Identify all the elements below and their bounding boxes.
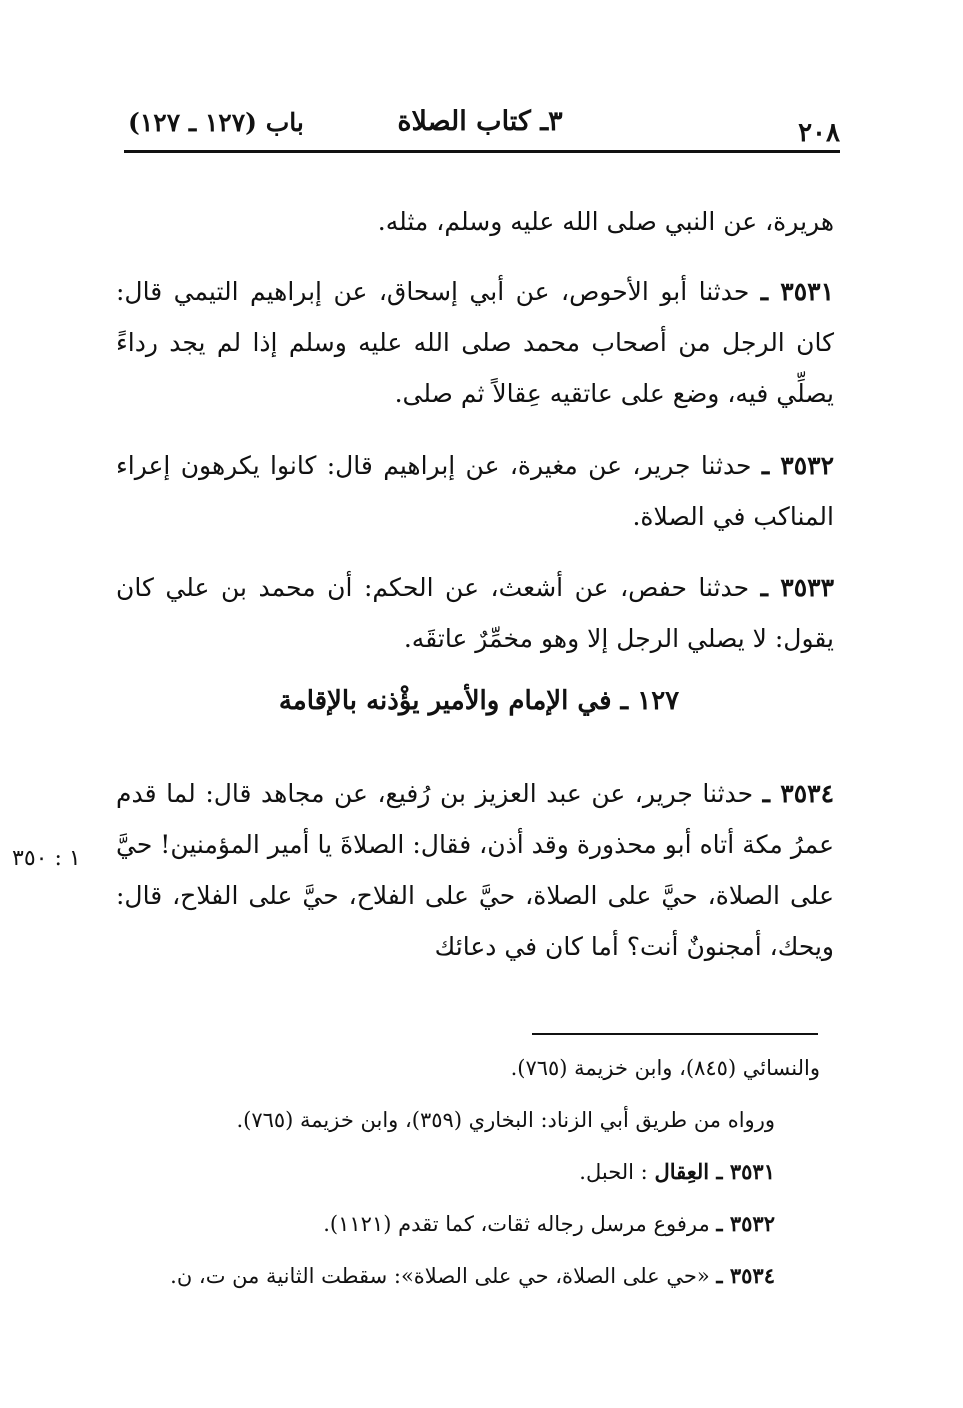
margin-reference: ١ : ٣٥٠ — [12, 846, 81, 871]
footnote-item — [130, 1152, 820, 1204]
footnote-item — [130, 1100, 820, 1152]
paragraph-3531 — [116, 266, 834, 419]
footnote-text: : الحبل. — [579, 1160, 648, 1184]
footnote-text: ورواه من طريق أبي الزناد: البخاري (٣٥٩)، وابن خزيمة (٧٦٥). — [236, 1108, 775, 1132]
page-header — [120, 100, 840, 148]
paragraph-3534 — [116, 768, 834, 972]
paragraph-3532 — [116, 440, 834, 542]
footnote-text: والنسائي (٨٤٥)، وابن خزيمة (٧٦٥). — [510, 1056, 820, 1080]
book-title: ٣ـ كتاب الصلاة — [397, 106, 563, 137]
paragraph-text: حدثنا أبو الأحوص، عن أبي إسحاق، عن إبراهيم التيمي قال: كان الرجل من أصحاب محمد صلى الله عليه وسلم إذا لم يجد رداءً يصلِّي فيه، وضع على عاتقيه عِقالاً ثم صلى. — [116, 277, 834, 408]
footnote-number: ٣٥٣٢ ـ — [716, 1211, 775, 1236]
chapter-reference: باب (١٢٧ ـ ١٢٧) — [128, 108, 304, 137]
paragraph-text: حدثنا جرير، عن مغيرة، عن إبراهيم قال: كانوا يكرهون إعراء المناكب في الصلاة. — [116, 451, 834, 531]
paragraph-number: ٣٥٣٤ ـ — [762, 779, 834, 808]
paragraph-number: ٣٥٣٢ ـ — [761, 451, 835, 480]
footnote-rule — [532, 1033, 818, 1035]
section-heading: ١٢٧ ـ في الإمام والأمير يؤْذنه بالإقامة — [278, 686, 680, 716]
page-number: ٢٠٨ — [798, 118, 840, 148]
paragraph-text: حدثنا حفص، عن أشعث، عن الحكم: أن محمد بن علي كان يقول: لا يصلي الرجل إلا وهو مخمِّرٌ عاتقَه. — [116, 573, 834, 653]
header-rule — [124, 150, 840, 153]
paragraph-continuation — [116, 196, 834, 247]
paragraph-number: ٣٥٣١ ـ — [760, 277, 834, 306]
paragraph-text: هريرة، عن النبي صلى الله عليه وسلم، مثله. — [377, 207, 834, 236]
paragraph-number: ٣٥٣٣ ـ — [760, 573, 834, 602]
footnote-item — [130, 1256, 820, 1308]
footnote-number: ٣٥٣٤ ـ — [716, 1263, 775, 1288]
paragraph-text: حدثنا جرير، عن عبد العزيز بن رُفيع، عن مجاهد قال: لما قدم عمرُ مكة أتاه أبو محذورة وقد أذن، فقال: الصلاةَ يا أمير المؤمنين! حيَّ على الصلاة، حيَّ على الصلاة، حيَّ على الفلاح، حيَّ على الفلاح، قال: ويحك، أمجنونٌ أنت؟ أما كان في دعائك — [116, 779, 834, 961]
footnote-item — [130, 1204, 820, 1256]
paragraph-3533 — [116, 562, 834, 664]
footnote-item — [130, 1048, 820, 1100]
footnote-text: «حي على الصلاة، حي على الصلاة»: سقطت الثانية من ت، ن. — [170, 1264, 710, 1288]
footnotes — [130, 1048, 820, 1308]
footnote-text: مرفوع مرسل رجاله ثقات، كما تقدم (١١٢١). — [323, 1212, 710, 1236]
footnote-number: ٣٥٣١ ـ العِقال — [654, 1159, 775, 1184]
